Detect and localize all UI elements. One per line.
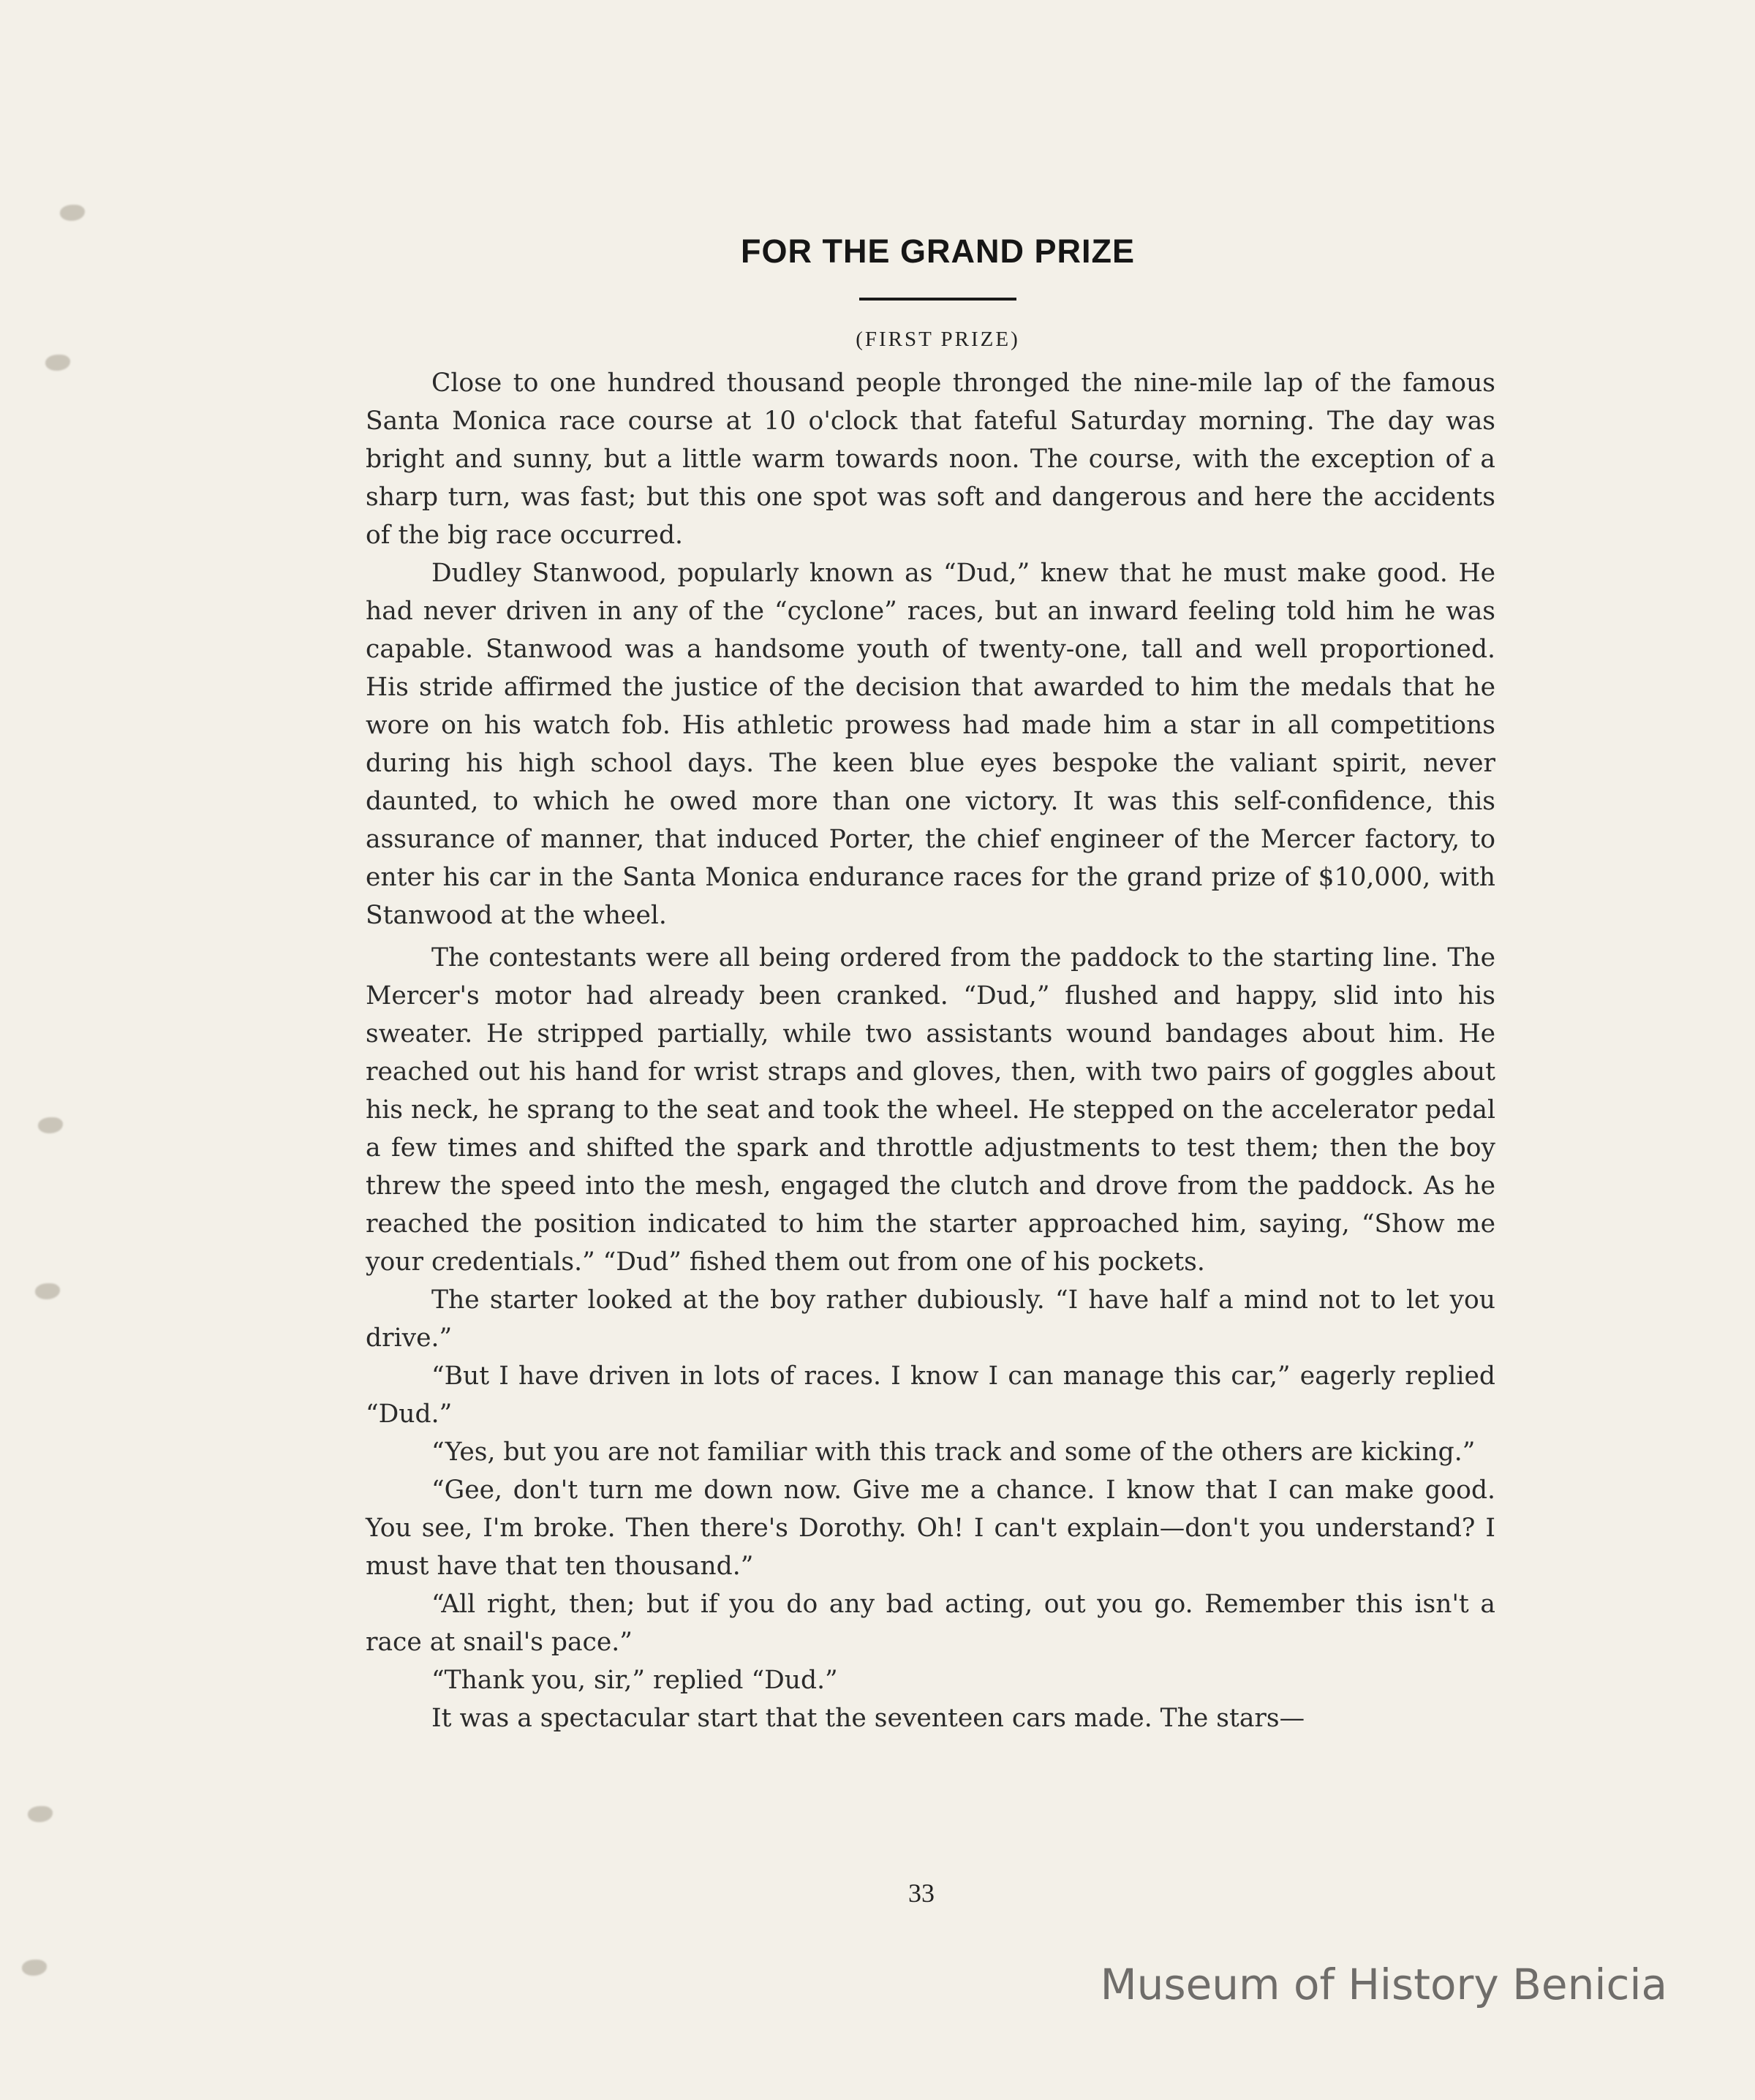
paragraph: The contestants were all being ordered from the paddock to the starting line. The Mercer's motor had already been cranked. “Dud,” flushed and happy, slid into his sweater. He stripped partially, while two assistants wound bandages about him. He reached out his hand for wrist straps and gloves, then, with two pairs of goggles about his neck, he sprang to the seat and took the wheel. He stepped on the accelerator pedal a few times and shifted the spark and throttle adjustments to test them; then the boy threw the speed into the mesh, engaged the clutch and drove from the paddock. As he reached the position indicated to him the starter approached him, saying, “Show me your credentials.” “Dud” fished them out from one of his pockets. xyxy=(366,943,1495,1277)
binding-hole-mark xyxy=(35,1283,60,1299)
paragraph: “Thank you, sir,” replied “Dud.” xyxy=(431,1666,838,1695)
page-subtitle: (FIRST PRIZE) xyxy=(856,328,1020,351)
page-title: FOR THE GRAND PRIZE xyxy=(740,233,1135,270)
paragraph: Close to one hundred thousand people thronged the nine-mile lap of the famous Santa Monica race course at 10 o'clock that fateful Saturday morning. The day was bright and sunny, but a little warm towards noon. The course, with the exception of a sharp turn, was fast; but this one spot was soft and dangerous and here the accidents of the big race occurred. xyxy=(366,369,1495,550)
page-number: 33 xyxy=(908,1878,935,1908)
paragraph: “Gee, don't turn me down now. Give me a chance. I know that I can make good. You see, I'm broke. Then there's Dorothy. Oh! I can't explain—don't you understand? I must have that ten thousand.” xyxy=(366,1476,1495,1581)
story-body xyxy=(366,364,1495,1737)
paragraph: It was a spectacular start that the seventeen cars made. The stars— xyxy=(431,1704,1305,1733)
binding-hole-mark xyxy=(45,355,70,371)
museum-watermark: Museum of History Benicia xyxy=(1100,1960,1667,2009)
paragraph: The starter looked at the boy rather dubiously. “I have half a mind not to let you drive.” xyxy=(366,1285,1495,1353)
paragraph: “All right, then; but if you do any bad acting, out you go. Remember this isn't a race at snail's pace.” xyxy=(366,1590,1495,1657)
paragraph: “But I have driven in lots of races. I know I can manage this car,” eagerly replied “Dud.” xyxy=(366,1361,1495,1429)
title-divider xyxy=(859,298,1016,301)
binding-hole-mark xyxy=(22,1960,47,1976)
paragraph: Dudley Stanwood, popularly known as “Dud,” knew that he must make good. He had never driven in any of the “cyclone” races, but an inward feeling told him he was capable. Stanwood was a handsome youth of twenty-one, tall and well proportioned. His stride affirmed the justice of the decision that awarded to him the medals that he wore on his watch fob. His athletic prowess had made him a star in all competitions during his high school days. The keen blue eyes bespoke the valiant spirit, never daunted, to which he owed more than one victory. It was this self-confidence, this assurance of manner, that induced Porter, the chief engineer of the Mercer factory, to enter his car in the Santa Monica endurance races for the grand prize of $10,000, with Stanwood at the wheel. xyxy=(366,559,1495,930)
binding-hole-mark xyxy=(60,205,85,221)
binding-hole-mark xyxy=(28,1806,53,1822)
paragraph: “Yes, but you are not familiar with this track and some of the others are kicking.” xyxy=(431,1438,1476,1467)
binding-hole-mark xyxy=(38,1117,63,1133)
